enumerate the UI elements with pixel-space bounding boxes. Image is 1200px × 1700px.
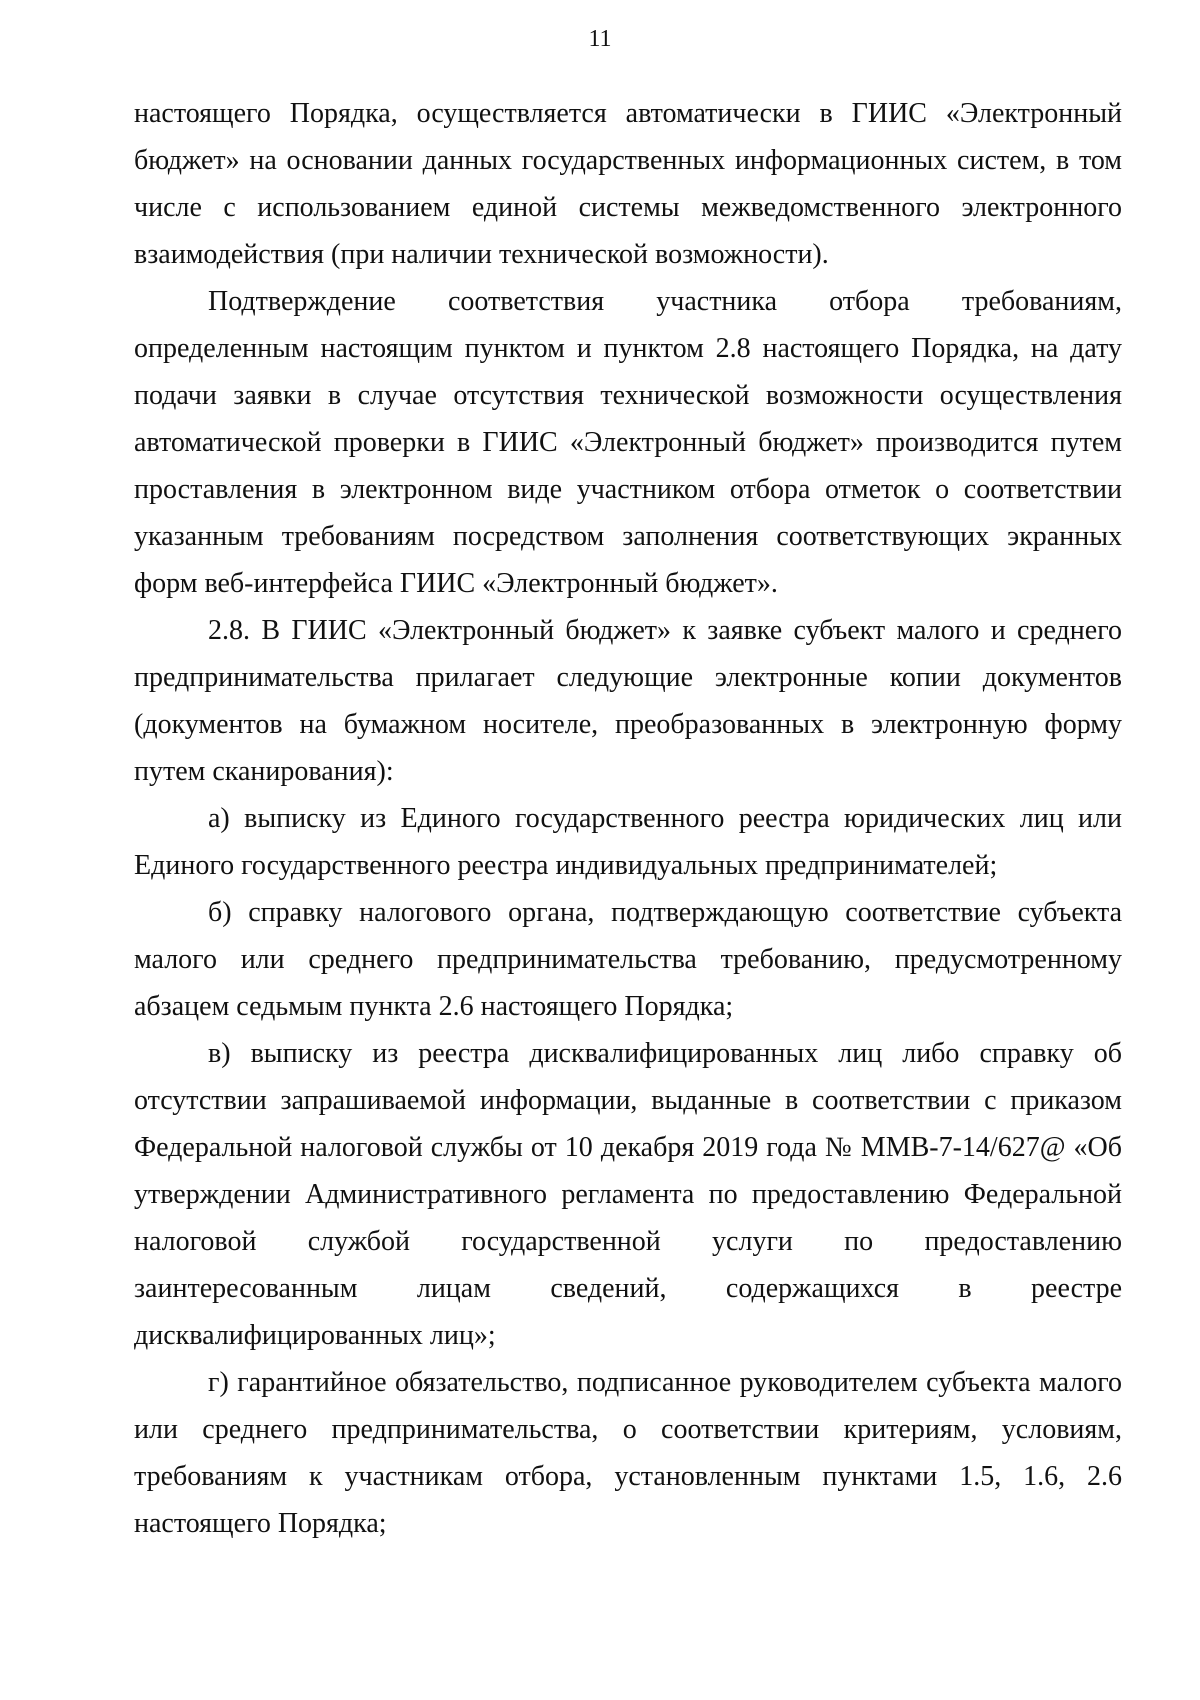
list-item-a: а) выписку из Единого государственного реестра юридических лиц или Единого государственного реестра индивидуальных предпринимателей; [134,803,1122,881]
page-number: 11 [588,26,612,52]
list-item-b: б) справку налогового органа, подтверждающую соответствие субъекта малого или среднего предпринимательства требованию, предусмотренному абзацем седьмым пункта 2.6 настоящего Порядка; [134,897,1122,1022]
paragraph-continuation: настоящего Порядка, осуществляется автоматически в ГИИС «Электронный бюджет» на основании данных государственных информационных систем, в том числе с использованием единой системы межведомственного электронного взаимодействия (при наличии технической возможности). [134,98,1122,270]
list-item-g: г) гарантийное обязательство, подписанное руководителем субъекта малого или среднего предпринимательства, о соответствии критериям, условиям, требованиям к участникам отбора, установленным пунктами 1.5, 1.6, 2.6 настоящего Порядка; [134,1367,1122,1539]
list-item-v: в) выписку из реестра дисквалифицированных лиц либо справку об отсутствии запрашиваемой информации, выданные в соответствии с приказом Федеральной налоговой службы от 10 декабря 2019 года № ММВ-7-14/627@ «Об утверждении Административного регламента по предоставлению Федеральной налоговой службой государственной услуги по предоставлению заинтересованным лицам сведений, содержащихся в реестре дисквалифицированных лиц»; [134,1038,1122,1351]
paragraph-confirmation: Подтверждение соответствия участника отбора требованиям, определенным настоящим пунктом и пунктом 2.8 настоящего Порядка, на дату подачи заявки в случае отсутствия технической возможности осуществления автоматической проверки в ГИИС «Электронный бюджет» производится путем проставления в электронном виде участником отбора отметок о соответствии указанным требованиям посредством заполнения соответствующих экранных форм веб-интерфейса ГИИС «Электронный бюджет». [134,286,1122,599]
document-body [134,90,1122,1547]
paragraph-clause-2-8: 2.8. В ГИИС «Электронный бюджет» к заявке субъект малого и среднего предпринимательства прилагает следующие электронные копии документов (документов на бумажном носителе, преобразованных в электронную форму путем сканирования): [134,615,1122,787]
